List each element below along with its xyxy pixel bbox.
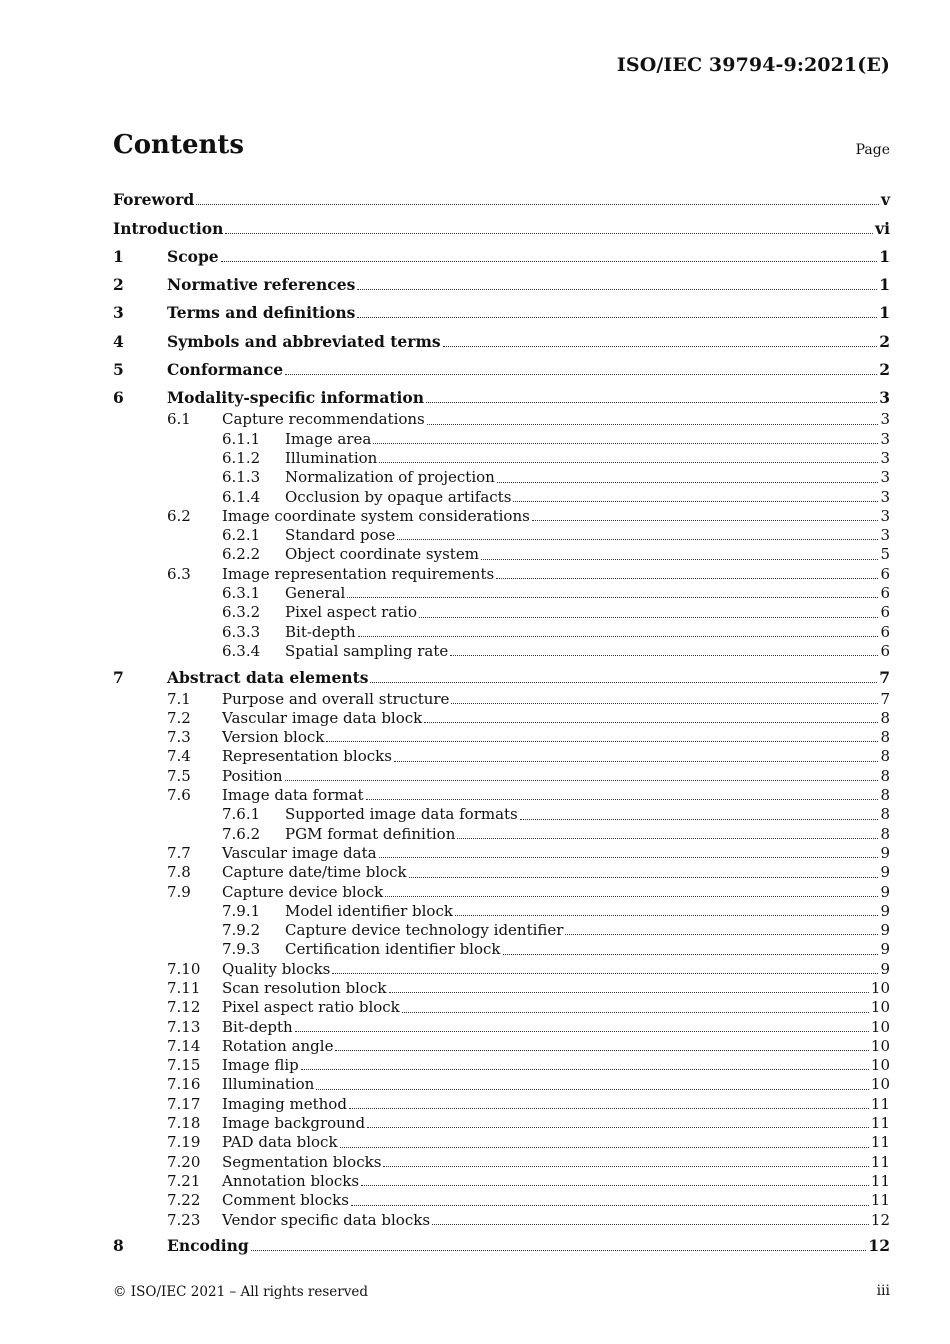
toc-entry[interactable] <box>113 1133 890 1152</box>
toc-entry[interactable] <box>113 269 890 297</box>
toc-entry-number: 7.20 <box>167 1152 201 1171</box>
toc-entry-number: 7.18 <box>167 1114 201 1133</box>
toc-entry-title: Certification identifier block <box>285 940 501 959</box>
toc-entry-page: 8 <box>880 766 890 785</box>
toc-entry-page: 3 <box>880 487 890 506</box>
toc-entry-number: 7 <box>113 667 124 687</box>
toc-entry-page: 2 <box>879 331 890 351</box>
dot-leader <box>301 1068 869 1070</box>
toc-entry-title: Model identifier block <box>285 901 453 920</box>
dot-leader <box>357 316 877 318</box>
toc-entry-page: 9 <box>880 863 890 882</box>
toc-entry[interactable] <box>113 1095 890 1114</box>
toc-entry-number: 6.3.3 <box>222 622 261 641</box>
dot-leader <box>326 740 878 742</box>
toc-entry-page: 11 <box>870 1152 890 1171</box>
dot-leader <box>358 635 879 637</box>
dot-leader <box>335 1049 868 1051</box>
dot-leader <box>455 914 879 916</box>
toc-entry-page: 11 <box>870 1171 890 1190</box>
toc-entry[interactable] <box>113 184 890 212</box>
toc-entry-page: 10 <box>870 1075 890 1094</box>
toc-entry-title: Image data format <box>222 786 364 805</box>
toc-entry-page: 1 <box>879 303 890 323</box>
toc-entry-page: 7 <box>880 689 890 708</box>
toc-entry[interactable] <box>113 1037 890 1056</box>
dot-leader <box>379 856 879 858</box>
toc-entry-title: Capture device technology identifier <box>285 921 564 940</box>
table-of-contents <box>113 184 890 1258</box>
toc-entry[interactable] <box>113 507 890 526</box>
toc-entry[interactable] <box>113 979 890 998</box>
document-id: ISO/IEC 39794-9:2021(E) <box>616 54 890 76</box>
toc-entry-page: 12 <box>868 1236 890 1256</box>
toc-entry-page: 6 <box>880 603 890 622</box>
toc-entry[interactable] <box>113 410 890 429</box>
toc-entry-number: 7.13 <box>167 1017 201 1036</box>
toc-entry-number: 7.9.2 <box>222 921 261 940</box>
toc-entry-title: Capture device block <box>222 882 384 901</box>
dot-leader <box>496 577 878 579</box>
toc-entry-number: 6.3.4 <box>222 641 261 660</box>
toc-entry-number: 7.7 <box>167 843 191 862</box>
toc-entry-page: 5 <box>880 545 890 564</box>
toc-entry-title: Conformance <box>167 360 284 380</box>
dot-leader <box>427 423 879 425</box>
dot-leader <box>432 1223 869 1225</box>
toc-entry-page: 8 <box>880 747 890 766</box>
toc-entry-number: 7.21 <box>167 1171 201 1190</box>
toc-entry-page: 9 <box>880 843 890 862</box>
toc-entry-number: 7.6 <box>167 786 191 805</box>
toc-entry-number: 6.3.2 <box>222 603 261 622</box>
toc-entry-page: 3 <box>880 506 890 525</box>
dot-leader <box>513 500 878 502</box>
toc-entry-title: Symbols and abbreviated terms <box>167 331 441 351</box>
toc-entry[interactable] <box>113 382 890 410</box>
toc-entry-page: v <box>880 190 890 210</box>
toc-entry-title: Vascular image data <box>222 843 377 862</box>
toc-entry-page: 10 <box>870 1056 890 1075</box>
dot-leader <box>349 1107 869 1109</box>
dot-leader <box>379 461 878 463</box>
dot-leader <box>497 481 879 483</box>
dot-leader <box>340 1146 869 1148</box>
toc-entry-number: 7.19 <box>167 1133 201 1152</box>
toc-entry-title: Occlusion by opaque artifacts <box>285 487 512 506</box>
toc-entry-title: Image flip <box>222 1056 299 1075</box>
toc-entry-page: 10 <box>870 1036 890 1055</box>
toc-entry-title: Spatial sampling rate <box>285 641 449 660</box>
contents-title: Contents <box>113 130 245 160</box>
toc-entry-page: 9 <box>880 959 890 978</box>
dot-leader <box>520 818 879 820</box>
toc-entry-page: 11 <box>870 1133 890 1152</box>
dot-leader <box>503 953 879 955</box>
toc-entry-number: 6.1.1 <box>222 429 261 448</box>
toc-entry-number: 7.16 <box>167 1075 201 1094</box>
toc-entry[interactable] <box>113 825 890 844</box>
toc-entry-title: Segmentation blocks <box>222 1152 382 1171</box>
dot-leader <box>532 519 879 521</box>
toc-entry[interactable] <box>113 690 890 709</box>
toc-entry-number: 7.2 <box>167 708 191 727</box>
toc-entry-number: 7.3 <box>167 728 191 747</box>
dot-leader <box>565 933 878 935</box>
toc-entry-title: Normative references <box>167 275 356 295</box>
dot-leader <box>385 895 878 897</box>
toc-entry-title: Vendor specific data blocks <box>222 1210 431 1229</box>
toc-entry[interactable] <box>113 998 890 1017</box>
toc-entry-number: 6 <box>113 388 124 408</box>
dot-leader <box>481 558 879 560</box>
toc-entry-title: Comment blocks <box>222 1191 349 1210</box>
page-column-label: Page <box>855 142 890 158</box>
toc-entry-number: 7.12 <box>167 998 201 1017</box>
dot-leader <box>409 876 879 878</box>
toc-entry-number: 7.6.1 <box>222 805 261 824</box>
toc-entry-title: Standard pose <box>285 526 396 545</box>
toc-entry-title: Modality-specific information <box>167 388 425 408</box>
toc-entry-page: 3 <box>880 448 890 467</box>
toc-entry-title: Purpose and overall structure <box>222 689 450 708</box>
toc-entry-title: Abstract data elements <box>167 667 369 687</box>
toc-entry[interactable] <box>113 565 890 584</box>
dot-leader <box>450 654 878 656</box>
dot-leader <box>402 1011 869 1013</box>
footer-copyright: © ISO/IEC 2021 – All rights reserved <box>113 1284 368 1300</box>
dot-leader <box>424 721 878 723</box>
dot-leader <box>285 373 877 375</box>
dot-leader <box>426 401 877 403</box>
toc-entry-page: 9 <box>880 882 890 901</box>
dot-leader <box>383 1165 869 1167</box>
dot-leader <box>295 1030 869 1032</box>
dot-leader <box>397 538 878 540</box>
toc-entry-page: 9 <box>880 940 890 959</box>
toc-entry[interactable] <box>113 526 890 545</box>
toc-entry-title: Image representation requirements <box>222 564 495 583</box>
toc-entry-number: 7.14 <box>167 1036 201 1055</box>
toc-entry-page: 8 <box>880 824 890 843</box>
toc-entry[interactable] <box>113 642 890 661</box>
toc-entry[interactable] <box>113 430 890 449</box>
toc-entry-number: 6.1.4 <box>222 487 261 506</box>
dot-leader <box>332 972 878 974</box>
toc-entry[interactable] <box>113 786 890 805</box>
toc-entry-title: Scope <box>167 246 219 266</box>
toc-entry-page: vi <box>875 218 890 238</box>
toc-entry[interactable] <box>113 603 890 622</box>
toc-entry-page: 6 <box>880 641 890 660</box>
toc-entry-page: 1 <box>879 246 890 266</box>
toc-entry-number: 6.1.3 <box>222 468 261 487</box>
toc-entry-title: Terms and definitions <box>167 303 356 323</box>
toc-entry[interactable] <box>113 623 890 642</box>
toc-entry-title: Pixel aspect ratio <box>285 603 418 622</box>
toc-entry-number: 7.4 <box>167 747 191 766</box>
toc-entry-page: 3 <box>880 429 890 448</box>
toc-entry-page: 9 <box>880 921 890 940</box>
footer-page-number: iii <box>876 1283 890 1299</box>
toc-entry-page: 11 <box>870 1191 890 1210</box>
toc-entry[interactable] <box>113 1191 890 1210</box>
dot-leader <box>443 345 878 347</box>
dot-leader <box>351 1204 869 1206</box>
toc-entry-page: 8 <box>880 786 890 805</box>
toc-entry-number: 7.17 <box>167 1094 201 1113</box>
dot-leader <box>225 232 873 234</box>
toc-entry[interactable] <box>113 844 890 863</box>
toc-entry-title: Bit-depth <box>222 1017 293 1036</box>
toc-entry-number: 2 <box>113 275 124 295</box>
toc-entry-page: 11 <box>870 1094 890 1113</box>
toc-entry[interactable] <box>113 1018 890 1037</box>
toc-entry-number: 7.22 <box>167 1191 201 1210</box>
toc-entry[interactable] <box>113 1211 890 1230</box>
toc-entry-title: Image background <box>222 1114 366 1133</box>
toc-entry[interactable] <box>113 1114 890 1133</box>
toc-entry-number: 7.5 <box>167 766 191 785</box>
toc-entry-number: 3 <box>113 303 124 323</box>
toc-entry[interactable] <box>113 960 890 979</box>
toc-entry-number: 8 <box>113 1236 124 1256</box>
toc-entry[interactable] <box>113 1172 890 1191</box>
toc-entry-page: 10 <box>870 1017 890 1036</box>
toc-entry-number: 7.8 <box>167 863 191 882</box>
toc-entry[interactable] <box>113 1230 890 1258</box>
dot-leader <box>221 260 878 262</box>
dot-leader <box>373 442 878 444</box>
toc-entry-title: Capture recommendations <box>222 410 425 429</box>
toc-entry[interactable] <box>113 1056 890 1075</box>
toc-entry-title: Image coordinate system considerations <box>222 506 530 525</box>
toc-entry-number: 7.15 <box>167 1056 201 1075</box>
toc-entry-title: Bit-depth <box>285 622 356 641</box>
toc-entry[interactable] <box>113 354 890 382</box>
toc-entry[interactable] <box>113 241 890 269</box>
toc-entry[interactable] <box>113 1153 890 1172</box>
dot-leader <box>366 798 879 800</box>
toc-entry-page: 10 <box>870 998 890 1017</box>
dot-leader <box>389 991 869 993</box>
toc-entry-number: 6.2.2 <box>222 545 261 564</box>
dot-leader <box>316 1088 869 1090</box>
toc-entry-page: 3 <box>880 468 890 487</box>
toc-entry-title: Normalization of projection <box>285 468 495 487</box>
toc-entry-title: Quality blocks <box>222 959 331 978</box>
toc-entry[interactable] <box>113 661 890 689</box>
toc-entry[interactable] <box>113 1075 890 1094</box>
toc-entry-number: 1 <box>113 246 124 266</box>
toc-entry-number: 5 <box>113 360 124 380</box>
toc-entry-page: 8 <box>880 805 890 824</box>
toc-entry-number: 7.9.1 <box>222 901 261 920</box>
toc-entry[interactable] <box>113 584 890 603</box>
toc-entry-page: 7 <box>879 667 890 687</box>
dot-leader <box>347 596 878 598</box>
toc-entry-title: General <box>285 584 346 603</box>
toc-entry[interactable] <box>113 805 890 824</box>
toc-entry-title: Rotation angle <box>222 1036 334 1055</box>
toc-entry-number: 7.23 <box>167 1210 201 1229</box>
toc-entry-title: Illumination <box>222 1075 315 1094</box>
toc-entry-number: 4 <box>113 331 124 351</box>
toc-entry-page: 8 <box>880 728 890 747</box>
dot-leader <box>419 616 878 618</box>
toc-entry-number: 6.3 <box>167 564 191 583</box>
toc-entry-number: 6.3.1 <box>222 584 261 603</box>
toc-entry-number: 6.1.2 <box>222 448 261 467</box>
toc-entry[interactable] <box>113 709 890 728</box>
toc-entry[interactable] <box>113 747 890 766</box>
dot-leader <box>370 681 877 683</box>
dot-leader <box>285 779 879 781</box>
toc-entry-title: Introduction <box>113 218 224 238</box>
toc-entry-title: Foreword <box>113 190 195 210</box>
dot-leader <box>457 837 878 839</box>
toc-entry-page: 6 <box>880 564 890 583</box>
toc-entry-number: 7.6.2 <box>222 824 261 843</box>
toc-entry-page: 6 <box>880 622 890 641</box>
toc-entry[interactable] <box>113 325 890 353</box>
toc-entry-page: 12 <box>870 1210 890 1229</box>
toc-entry-page: 3 <box>880 526 890 545</box>
toc-entry[interactable] <box>113 921 890 940</box>
toc-entry[interactable] <box>113 545 890 564</box>
toc-entry-title: Version block <box>222 728 325 747</box>
toc-entry[interactable] <box>113 940 890 959</box>
toc-entry[interactable] <box>113 902 890 921</box>
toc-entry-page: 11 <box>870 1114 890 1133</box>
toc-entry-number: 7.9.3 <box>222 940 261 959</box>
toc-entry[interactable] <box>113 297 890 325</box>
toc-entry-title: Annotation blocks <box>222 1171 360 1190</box>
toc-entry-title: Imaging method <box>222 1094 347 1113</box>
toc-entry-title: Representation blocks <box>222 747 392 766</box>
toc-entry-title: Scan resolution block <box>222 978 387 997</box>
toc-entry-number: 6.2.1 <box>222 526 261 545</box>
dot-leader <box>451 702 878 704</box>
toc-entry-page: 9 <box>880 901 890 920</box>
toc-entry-title: Object coordinate system <box>285 545 479 564</box>
toc-entry-page: 3 <box>879 388 890 408</box>
toc-entry-title: Vascular image data block <box>222 708 423 727</box>
dot-leader <box>357 288 877 290</box>
toc-entry[interactable] <box>113 449 890 468</box>
toc-entry-page: 8 <box>880 708 890 727</box>
toc-entry-title: Illumination <box>285 448 378 467</box>
toc-entry-number: 7.1 <box>167 689 191 708</box>
toc-entry-page: 1 <box>879 275 890 295</box>
toc-entry-page: 6 <box>880 584 890 603</box>
toc-entry[interactable] <box>113 468 890 487</box>
toc-entry-number: 6.2 <box>167 506 191 525</box>
toc-entry-page: 3 <box>880 410 890 429</box>
toc-entry[interactable] <box>113 488 890 507</box>
toc-entry-number: 7.9 <box>167 882 191 901</box>
toc-entry-title: Encoding <box>167 1236 249 1256</box>
toc-entry-title: Image area <box>285 429 372 448</box>
toc-entry-title: PGM format definition <box>285 824 456 843</box>
toc-entry[interactable] <box>113 212 890 240</box>
toc-entry-number: 7.10 <box>167 959 201 978</box>
dot-leader <box>394 760 879 762</box>
dot-leader <box>361 1184 869 1186</box>
toc-entry[interactable] <box>113 767 890 786</box>
dot-leader <box>367 1126 869 1128</box>
dot-leader <box>196 203 879 205</box>
dot-leader <box>251 1249 867 1251</box>
toc-entry[interactable] <box>113 883 890 902</box>
toc-entry-page: 10 <box>870 978 890 997</box>
toc-entry-title: Supported image data formats <box>285 805 518 824</box>
toc-entry-title: Capture date/time block <box>222 863 407 882</box>
toc-entry[interactable] <box>113 728 890 747</box>
toc-entry-number: 7.11 <box>167 978 201 997</box>
toc-entry-title: Position <box>222 766 283 785</box>
toc-entry-page: 2 <box>879 360 890 380</box>
toc-entry-number: 6.1 <box>167 410 191 429</box>
toc-entry[interactable] <box>113 863 890 882</box>
toc-entry-title: Pixel aspect ratio block <box>222 998 400 1017</box>
toc-entry-title: PAD data block <box>222 1133 338 1152</box>
